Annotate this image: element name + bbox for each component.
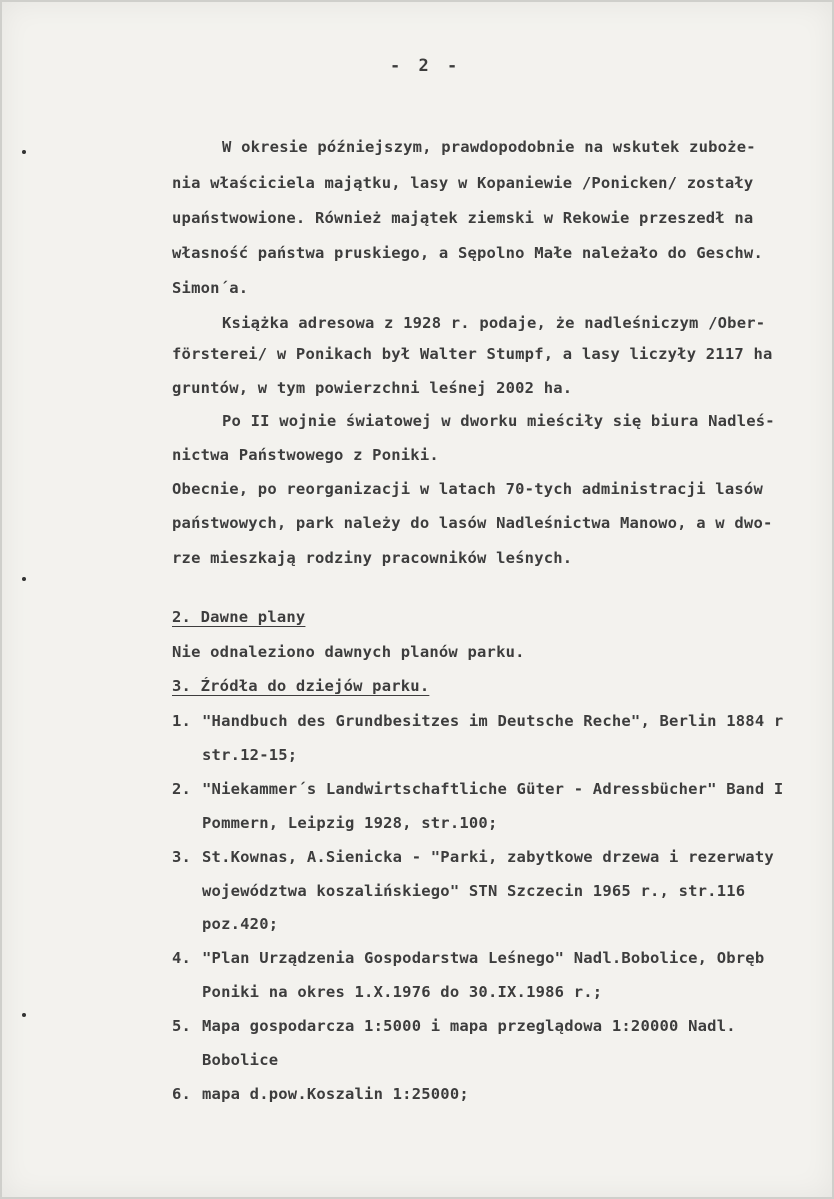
list-item-number: 4.: [172, 949, 192, 967]
list-item-number: 2.: [172, 780, 192, 798]
paragraph-2-line: försterei/ w Ponikach był Walter Stumpf, a lasy liczyły 2117 ha: [172, 345, 773, 363]
paragraph-1-line: Simon´a.: [172, 279, 249, 297]
list-item-line: poz.420;: [202, 915, 279, 933]
list-item-number: 5.: [172, 1017, 192, 1035]
list-item-line: województwa koszalińskiego" STN Szczecin 1965 r., str.116: [202, 882, 746, 900]
list-item-line: "Handbuch des Grundbesitzes im Deutsche Reche", Berlin 1884 r: [202, 712, 784, 730]
list-item-line: Poniki na okres 1.X.1976 do 30.IX.1986 r.;: [202, 983, 603, 1001]
paragraph-4-line: rze mieszkają rodziny pracowników leśnych.: [172, 549, 573, 567]
paragraph-4-line: Obecnie, po reorganizacji w latach 70-tych administracji lasów: [172, 480, 763, 498]
section-2-text: Nie odnaleziono dawnych planów parku.: [172, 643, 525, 661]
paragraph-3-line: nictwa Państwowego z Poniki.: [172, 446, 439, 464]
list-item-number: 6.: [172, 1085, 192, 1103]
document-page: [2, 2, 832, 1197]
list-item-line: St.Kownas, A.Sienicka - "Parki, zabytkowe drzewa i rezerwaty: [202, 848, 774, 866]
margin-dot: [22, 1013, 26, 1017]
list-item-line: mapa d.pow.Koszalin 1:25000;: [202, 1085, 469, 1103]
list-item-number: 3.: [172, 848, 192, 866]
paragraph-2-line: Książka adresowa z 1928 r. podaje, że nadleśniczym /Ober-: [222, 314, 766, 332]
page-number: - 2 -: [390, 56, 462, 76]
list-item-line: "Plan Urządzenia Gospodarstwa Leśnego" Nadl.Bobolice, Obręb: [202, 949, 765, 967]
paragraph-2-line: gruntów, w tym powierzchni leśnej 2002 ha.: [172, 379, 573, 397]
paragraph-1-line: nia właściciela majątku, lasy w Kopaniewie /Ponicken/ zostały: [172, 174, 754, 192]
list-item-line: str.12-15;: [202, 746, 298, 764]
paragraph-4-line: państwowych, park należy do lasów Nadleśnictwa Manowo, a w dwo-: [172, 514, 773, 532]
margin-dot: [22, 577, 26, 581]
paragraph-1-line: W okresie późniejszym, prawdopodobnie na wskutek zuboże-: [222, 138, 756, 156]
list-item-line: "Niekammer´s Landwirtschaftliche Güter - Adressbücher" Band I: [202, 780, 784, 798]
section-3-heading: 3. Źródła do dziejów parku.: [172, 677, 430, 695]
list-item-line: Mapa gospodarcza 1:5000 i mapa przeglądowa 1:20000 Nadl.: [202, 1017, 736, 1035]
section-2-heading: 2. Dawne plany: [172, 608, 306, 626]
margin-dot: [22, 150, 26, 154]
list-item-number: 1.: [172, 712, 192, 730]
list-item-line: Pommern, Leipzig 1928, str.100;: [202, 814, 498, 832]
paragraph-1-line: własność państwa pruskiego, a Sępolno Małe należało do Geschw.: [172, 244, 763, 262]
paragraph-3-line: Po II wojnie światowej w dworku mieściły się biura Nadleś-: [222, 412, 775, 430]
paragraph-1-line: upaństwowione. Również majątek ziemski w Rekowie przeszedł na: [172, 209, 754, 227]
list-item-line: Bobolice: [202, 1051, 279, 1069]
